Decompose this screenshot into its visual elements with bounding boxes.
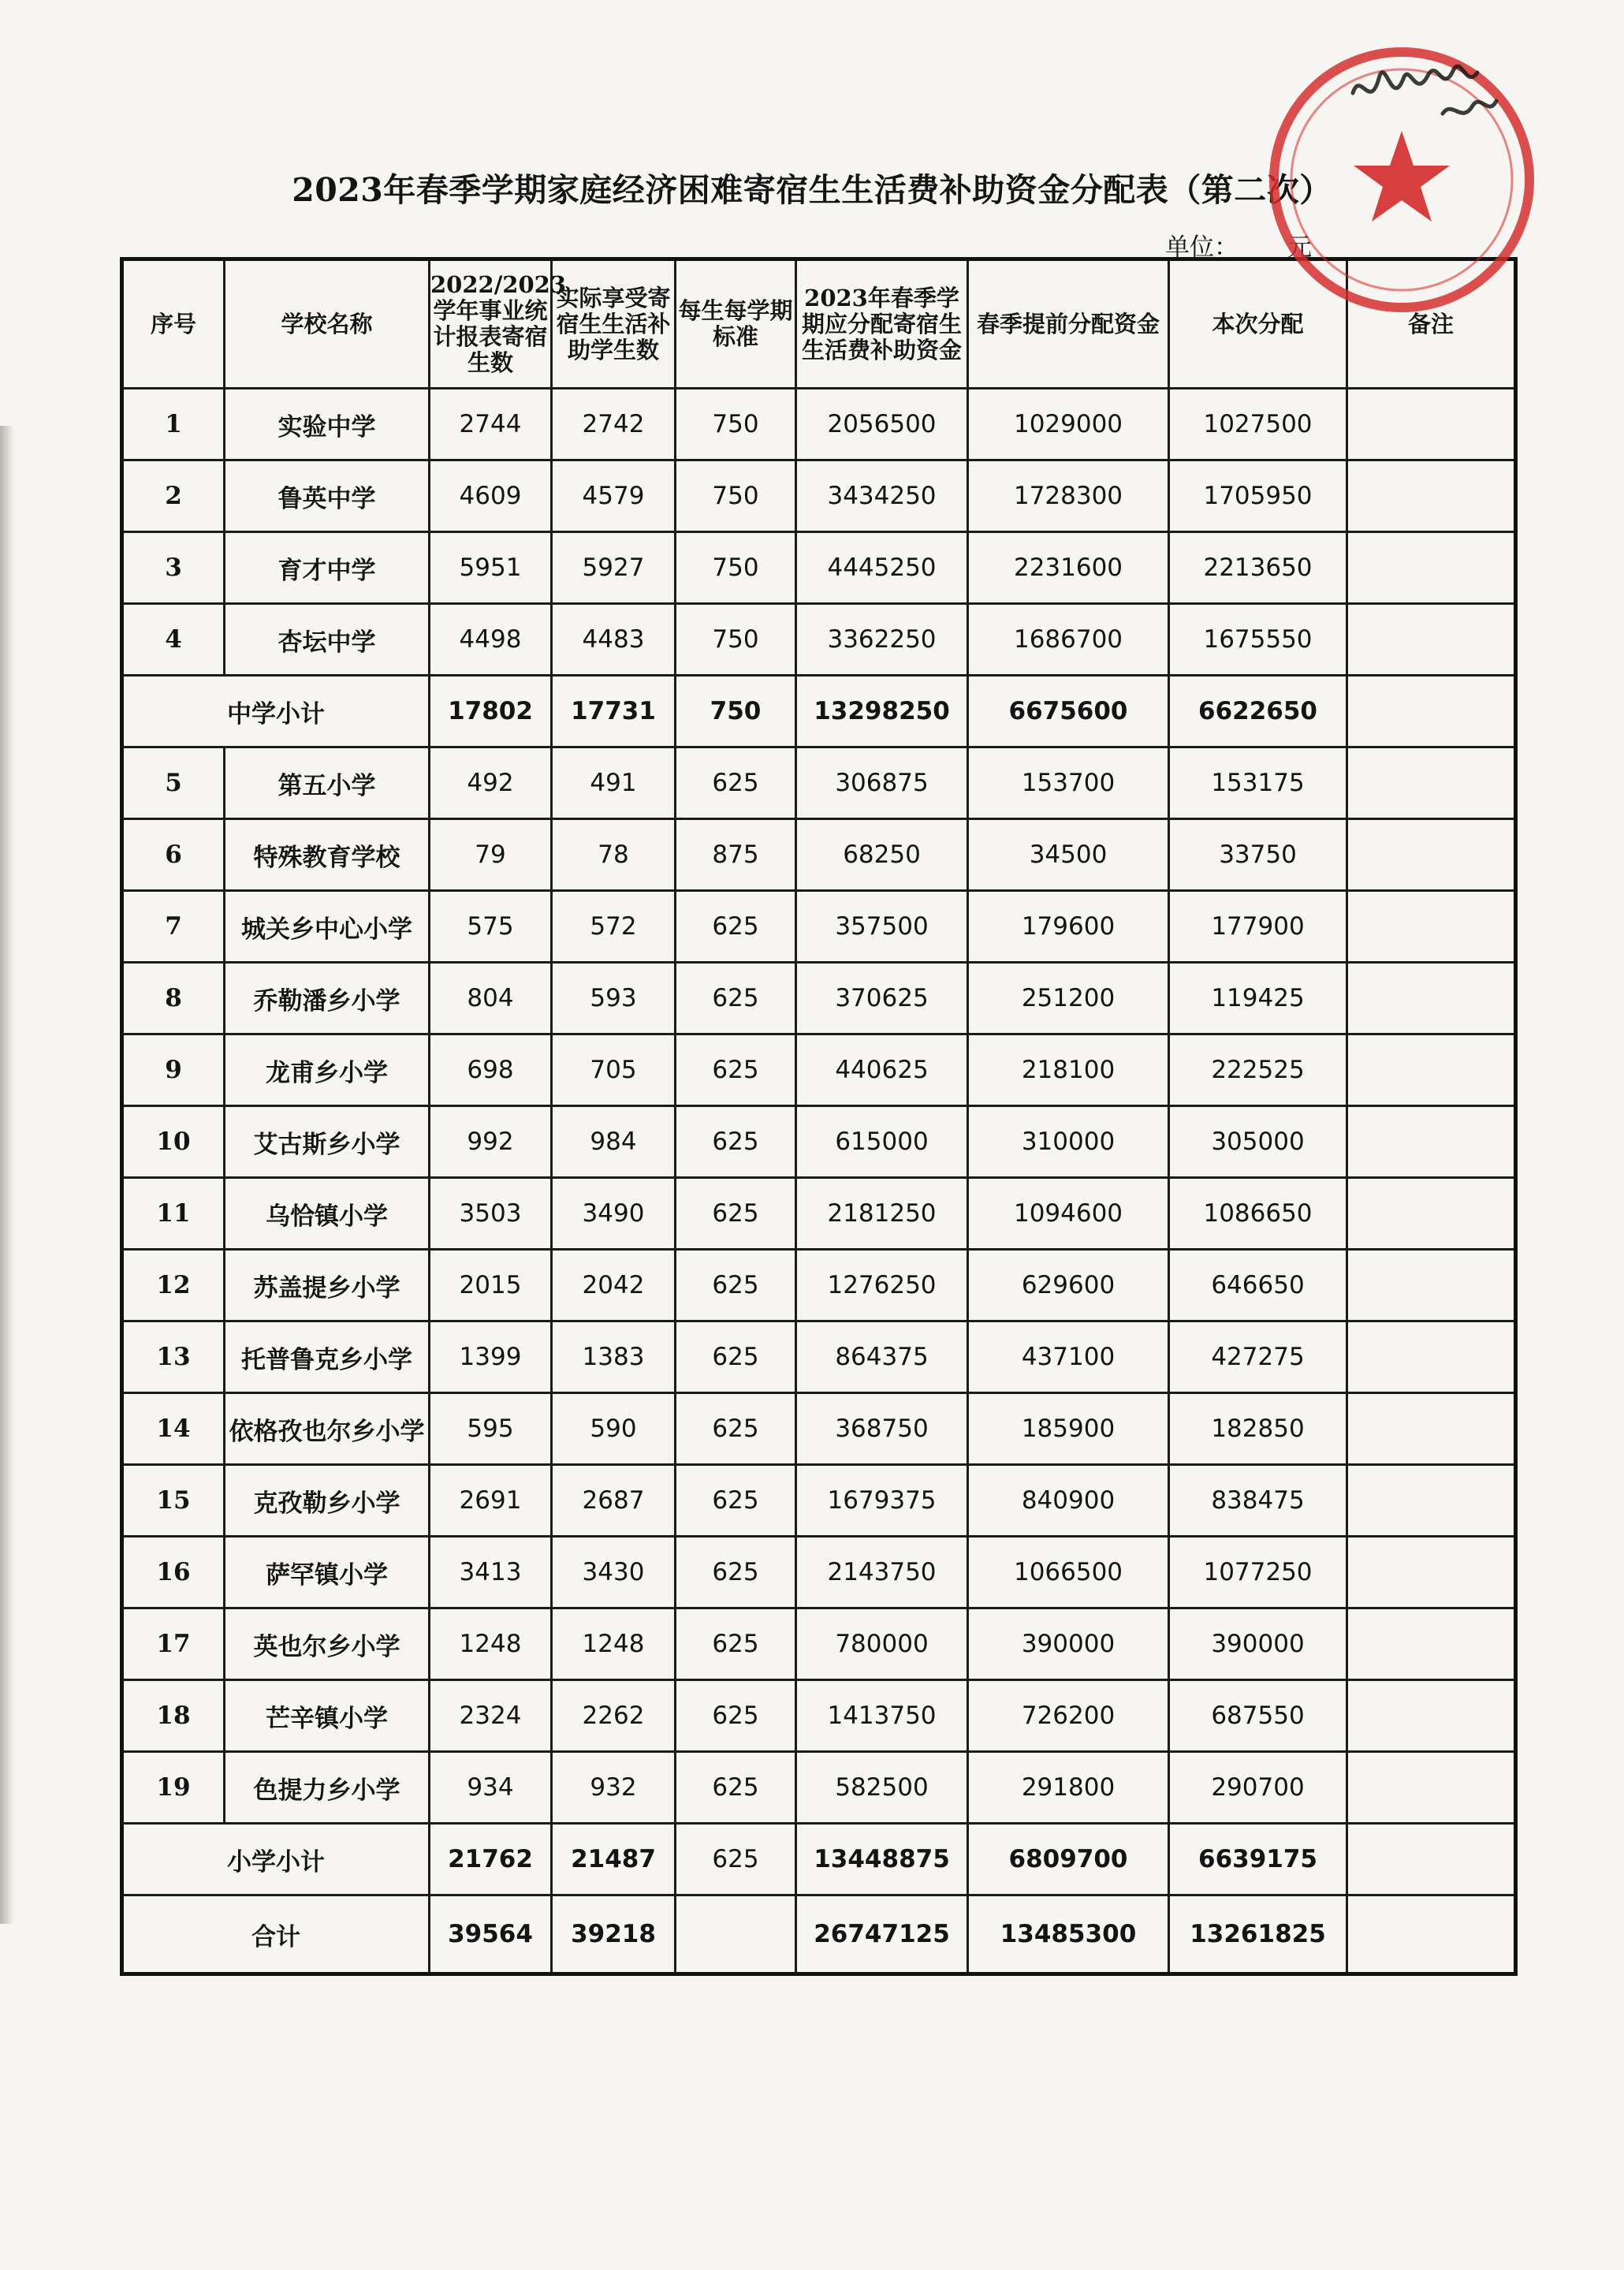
row-actual: 2262 — [552, 1680, 676, 1752]
row-current: 177900 — [1169, 891, 1347, 963]
subtotal-standard: 625 — [676, 1824, 796, 1895]
allocation-table — [120, 257, 1518, 1976]
page-title: 2023年春季学期家庭经济困难寄宿生生活费补助资金分配表（第二次） — [292, 171, 1332, 209]
row-advance: 840900 — [968, 1465, 1169, 1537]
middle-subtotal-row — [122, 676, 1516, 747]
row-enrolled: 575 — [430, 891, 552, 963]
row-actual: 491 — [552, 747, 676, 819]
row-advance: 726200 — [968, 1680, 1169, 1752]
row-standard: 625 — [676, 1034, 796, 1106]
row-enrolled: 3413 — [430, 1537, 552, 1608]
subtotal-remark — [1347, 1824, 1516, 1895]
row-current: 1086650 — [1169, 1178, 1347, 1250]
row-standard: 750 — [676, 389, 796, 460]
row-actual: 5927 — [552, 532, 676, 604]
row-should: 3434250 — [796, 460, 968, 532]
header-actual: 实际享受寄宿生生活补助学生数 — [552, 259, 676, 389]
row-remark — [1347, 1752, 1516, 1824]
row-actual: 572 — [552, 891, 676, 963]
row-seq: 10 — [122, 1106, 225, 1178]
row-remark — [1347, 1034, 1516, 1106]
table-row — [122, 460, 1516, 532]
row-advance: 1066500 — [968, 1537, 1169, 1608]
row-advance: 2231600 — [968, 532, 1169, 604]
row-should: 780000 — [796, 1608, 968, 1680]
row-actual: 2687 — [552, 1465, 676, 1537]
middle-school-rows — [122, 389, 1516, 676]
row-current: 290700 — [1169, 1752, 1347, 1824]
table-row — [122, 1752, 1516, 1824]
row-school-name: 龙甫乡小学 — [225, 1034, 430, 1106]
row-school-name: 克孜勒乡小学 — [225, 1465, 430, 1537]
row-actual: 1383 — [552, 1321, 676, 1393]
row-school-name: 艾古斯乡小学 — [225, 1106, 430, 1178]
table-row — [122, 1608, 1516, 1680]
row-enrolled: 2324 — [430, 1680, 552, 1752]
row-actual: 705 — [552, 1034, 676, 1106]
row-advance: 629600 — [968, 1250, 1169, 1321]
row-should: 1679375 — [796, 1465, 968, 1537]
row-standard: 625 — [676, 1250, 796, 1321]
row-school-name: 芒辛镇小学 — [225, 1680, 430, 1752]
header-current: 本次分配 — [1169, 259, 1347, 389]
total-current: 13261825 — [1169, 1895, 1347, 1974]
header-row — [122, 259, 1516, 389]
row-standard: 625 — [676, 1608, 796, 1680]
row-actual: 590 — [552, 1393, 676, 1465]
row-seq: 4 — [122, 604, 225, 676]
row-remark — [1347, 1250, 1516, 1321]
row-school-name: 杏坛中学 — [225, 604, 430, 676]
row-current: 1705950 — [1169, 460, 1347, 532]
row-should: 368750 — [796, 1393, 968, 1465]
header-standard: 每生每学期标准 — [676, 259, 796, 389]
row-seq: 9 — [122, 1034, 225, 1106]
row-remark — [1347, 1106, 1516, 1178]
subtotal-label: 小学小计 — [122, 1824, 430, 1895]
row-advance: 1094600 — [968, 1178, 1169, 1250]
row-enrolled: 804 — [430, 963, 552, 1034]
row-school-name: 特殊教育学校 — [225, 819, 430, 891]
row-standard: 750 — [676, 532, 796, 604]
signature-icon — [1353, 66, 1496, 114]
row-standard: 875 — [676, 819, 796, 891]
row-school-name: 托普鲁克乡小学 — [225, 1321, 430, 1393]
row-seq: 18 — [122, 1680, 225, 1752]
subtotal-should: 13448875 — [796, 1824, 968, 1895]
row-enrolled: 2015 — [430, 1250, 552, 1321]
row-should: 582500 — [796, 1752, 968, 1824]
row-enrolled: 1248 — [430, 1608, 552, 1680]
unit-label: 单位： — [1165, 233, 1238, 262]
row-remark — [1347, 1680, 1516, 1752]
row-current: 2213650 — [1169, 532, 1347, 604]
row-school-name: 育才中学 — [225, 532, 430, 604]
row-current: 427275 — [1169, 1321, 1347, 1393]
row-seq: 5 — [122, 747, 225, 819]
row-school-name: 乔勒潘乡小学 — [225, 963, 430, 1034]
row-school-name: 实验中学 — [225, 389, 430, 460]
subtotal-label: 中学小计 — [122, 676, 430, 747]
row-standard: 625 — [676, 1465, 796, 1537]
row-actual: 3490 — [552, 1178, 676, 1250]
row-should: 864375 — [796, 1321, 968, 1393]
row-enrolled: 992 — [430, 1106, 552, 1178]
row-remark — [1347, 891, 1516, 963]
row-current: 222525 — [1169, 1034, 1347, 1106]
table-row — [122, 1321, 1516, 1393]
row-school-name: 苏盖提乡小学 — [225, 1250, 430, 1321]
row-standard: 625 — [676, 1393, 796, 1465]
total-advance: 13485300 — [968, 1895, 1169, 1974]
row-seq: 16 — [122, 1537, 225, 1608]
row-should: 440625 — [796, 1034, 968, 1106]
row-school-name: 依格孜也尔乡小学 — [225, 1393, 430, 1465]
total-should: 26747125 — [796, 1895, 968, 1974]
row-remark — [1347, 747, 1516, 819]
row-current: 1077250 — [1169, 1537, 1347, 1608]
row-actual: 3430 — [552, 1537, 676, 1608]
row-advance: 218100 — [968, 1034, 1169, 1106]
row-advance: 291800 — [968, 1752, 1169, 1824]
total-standard — [676, 1895, 796, 1974]
row-actual: 932 — [552, 1752, 676, 1824]
row-seq: 1 — [122, 389, 225, 460]
row-standard: 625 — [676, 747, 796, 819]
row-standard: 750 — [676, 460, 796, 532]
table-row — [122, 1178, 1516, 1250]
row-school-name: 乌恰镇小学 — [225, 1178, 430, 1250]
row-current: 646650 — [1169, 1250, 1347, 1321]
table-row — [122, 1537, 1516, 1608]
row-should: 1276250 — [796, 1250, 968, 1321]
row-should: 357500 — [796, 891, 968, 963]
row-remark — [1347, 819, 1516, 891]
subtotal-current: 6639175 — [1169, 1824, 1347, 1895]
header-remark: 备注 — [1347, 259, 1516, 389]
row-standard: 625 — [676, 1178, 796, 1250]
header-seq: 序号 — [122, 259, 225, 389]
row-current: 33750 — [1169, 819, 1347, 891]
row-advance: 1686700 — [968, 604, 1169, 676]
row-advance: 251200 — [968, 963, 1169, 1034]
subtotal-enrolled: 17802 — [430, 676, 552, 747]
row-seq: 13 — [122, 1321, 225, 1393]
row-should: 1413750 — [796, 1680, 968, 1752]
row-school-name: 城关乡中心小学 — [225, 891, 430, 963]
row-remark — [1347, 389, 1516, 460]
primary-school-rows — [122, 747, 1516, 1824]
row-enrolled: 79 — [430, 819, 552, 891]
subtotal-current: 6622650 — [1169, 676, 1347, 747]
row-enrolled: 3503 — [430, 1178, 552, 1250]
row-enrolled: 492 — [430, 747, 552, 819]
row-actual: 78 — [552, 819, 676, 891]
row-enrolled: 4609 — [430, 460, 552, 532]
row-advance: 390000 — [968, 1608, 1169, 1680]
table-row — [122, 1465, 1516, 1537]
row-standard: 625 — [676, 1106, 796, 1178]
row-seq: 3 — [122, 532, 225, 604]
row-seq: 2 — [122, 460, 225, 532]
row-should: 615000 — [796, 1106, 968, 1178]
row-actual: 593 — [552, 963, 676, 1034]
row-current: 153175 — [1169, 747, 1347, 819]
row-should: 306875 — [796, 747, 968, 819]
table-row — [122, 532, 1516, 604]
row-standard: 750 — [676, 604, 796, 676]
row-current: 305000 — [1169, 1106, 1347, 1178]
row-enrolled: 1399 — [430, 1321, 552, 1393]
row-actual: 2042 — [552, 1250, 676, 1321]
row-enrolled: 595 — [430, 1393, 552, 1465]
table-row — [122, 891, 1516, 963]
row-should: 370625 — [796, 963, 968, 1034]
row-advance: 310000 — [968, 1106, 1169, 1178]
row-remark — [1347, 1321, 1516, 1393]
row-advance: 1029000 — [968, 389, 1169, 460]
row-actual: 4483 — [552, 604, 676, 676]
grand-total-row — [122, 1895, 1516, 1974]
row-advance: 34500 — [968, 819, 1169, 891]
row-remark — [1347, 1608, 1516, 1680]
row-advance: 185900 — [968, 1393, 1169, 1465]
row-seq: 14 — [122, 1393, 225, 1465]
table-row — [122, 604, 1516, 676]
row-should: 2181250 — [796, 1178, 968, 1250]
row-should: 4445250 — [796, 532, 968, 604]
row-should: 2143750 — [796, 1537, 968, 1608]
row-enrolled: 698 — [430, 1034, 552, 1106]
row-current: 1675550 — [1169, 604, 1347, 676]
row-should: 3362250 — [796, 604, 968, 676]
row-school-name: 英也尔乡小学 — [225, 1608, 430, 1680]
row-enrolled: 2691 — [430, 1465, 552, 1537]
row-advance: 437100 — [968, 1321, 1169, 1393]
table-row — [122, 1034, 1516, 1106]
subtotal-advance: 6675600 — [968, 676, 1169, 747]
total-label: 合计 — [122, 1895, 430, 1974]
row-seq: 15 — [122, 1465, 225, 1537]
table-row — [122, 1250, 1516, 1321]
row-advance: 1728300 — [968, 460, 1169, 532]
row-standard: 625 — [676, 963, 796, 1034]
primary-subtotal-section — [122, 1824, 1516, 1895]
row-seq: 8 — [122, 963, 225, 1034]
subtotal-enrolled: 21762 — [430, 1824, 552, 1895]
table-row — [122, 747, 1516, 819]
row-current: 838475 — [1169, 1465, 1347, 1537]
table-row — [122, 1393, 1516, 1465]
row-remark — [1347, 1393, 1516, 1465]
row-seq: 17 — [122, 1608, 225, 1680]
row-current: 390000 — [1169, 1608, 1347, 1680]
row-standard: 625 — [676, 1680, 796, 1752]
row-enrolled: 2744 — [430, 389, 552, 460]
table-row — [122, 819, 1516, 891]
row-school-name: 萨罕镇小学 — [225, 1537, 430, 1608]
row-remark — [1347, 532, 1516, 604]
subtotal-should: 13298250 — [796, 676, 968, 747]
row-current: 119425 — [1169, 963, 1347, 1034]
primary-subtotal-row — [122, 1824, 1516, 1895]
row-actual: 2742 — [552, 389, 676, 460]
unit-value: 元 — [1287, 233, 1312, 262]
row-current: 182850 — [1169, 1393, 1347, 1465]
header-advance: 春季提前分配资金 — [968, 259, 1169, 389]
header-school: 学校名称 — [225, 259, 430, 389]
table-row — [122, 1680, 1516, 1752]
row-school-name: 鲁英中学 — [225, 460, 430, 532]
row-remark — [1347, 963, 1516, 1034]
row-standard: 625 — [676, 1321, 796, 1393]
row-remark — [1347, 1537, 1516, 1608]
header-enrolled: 2022/2023学年事业统计报表寄宿生数 — [430, 259, 552, 389]
row-seq: 7 — [122, 891, 225, 963]
table-row — [122, 389, 1516, 460]
row-seq: 6 — [122, 819, 225, 891]
scan-edge-shadow — [0, 426, 14, 1924]
row-current: 1027500 — [1169, 389, 1347, 460]
subtotal-actual: 17731 — [552, 676, 676, 747]
table-row — [122, 963, 1516, 1034]
subtotal-actual: 21487 — [552, 1824, 676, 1895]
row-actual: 1248 — [552, 1608, 676, 1680]
subtotal-standard: 750 — [676, 676, 796, 747]
row-seq: 12 — [122, 1250, 225, 1321]
subtotal-advance: 6809700 — [968, 1824, 1169, 1895]
total-actual: 39218 — [552, 1895, 676, 1974]
row-remark — [1347, 1178, 1516, 1250]
row-enrolled: 4498 — [430, 604, 552, 676]
total-remark — [1347, 1895, 1516, 1974]
row-enrolled: 934 — [430, 1752, 552, 1824]
table-row — [122, 1106, 1516, 1178]
row-remark — [1347, 460, 1516, 532]
row-should: 68250 — [796, 819, 968, 891]
row-school-name: 第五小学 — [225, 747, 430, 819]
row-advance: 153700 — [968, 747, 1169, 819]
row-standard: 625 — [676, 1752, 796, 1824]
grand-total-section — [122, 1895, 1516, 1974]
row-enrolled: 5951 — [430, 532, 552, 604]
row-remark — [1347, 604, 1516, 676]
middle-subtotal-section — [122, 676, 1516, 747]
subtotal-remark — [1347, 676, 1516, 747]
total-enrolled: 39564 — [430, 1895, 552, 1974]
row-standard: 625 — [676, 891, 796, 963]
row-advance: 179600 — [968, 891, 1169, 963]
row-standard: 625 — [676, 1537, 796, 1608]
row-actual: 4579 — [552, 460, 676, 532]
row-seq: 19 — [122, 1752, 225, 1824]
row-school-name: 色提力乡小学 — [225, 1752, 430, 1824]
header-should: 2023年春季学期应分配寄宿生生活费补助资金 — [796, 259, 968, 389]
row-current: 687550 — [1169, 1680, 1347, 1752]
row-actual: 984 — [552, 1106, 676, 1178]
row-seq: 11 — [122, 1178, 225, 1250]
row-remark — [1347, 1465, 1516, 1537]
row-should: 2056500 — [796, 389, 968, 460]
